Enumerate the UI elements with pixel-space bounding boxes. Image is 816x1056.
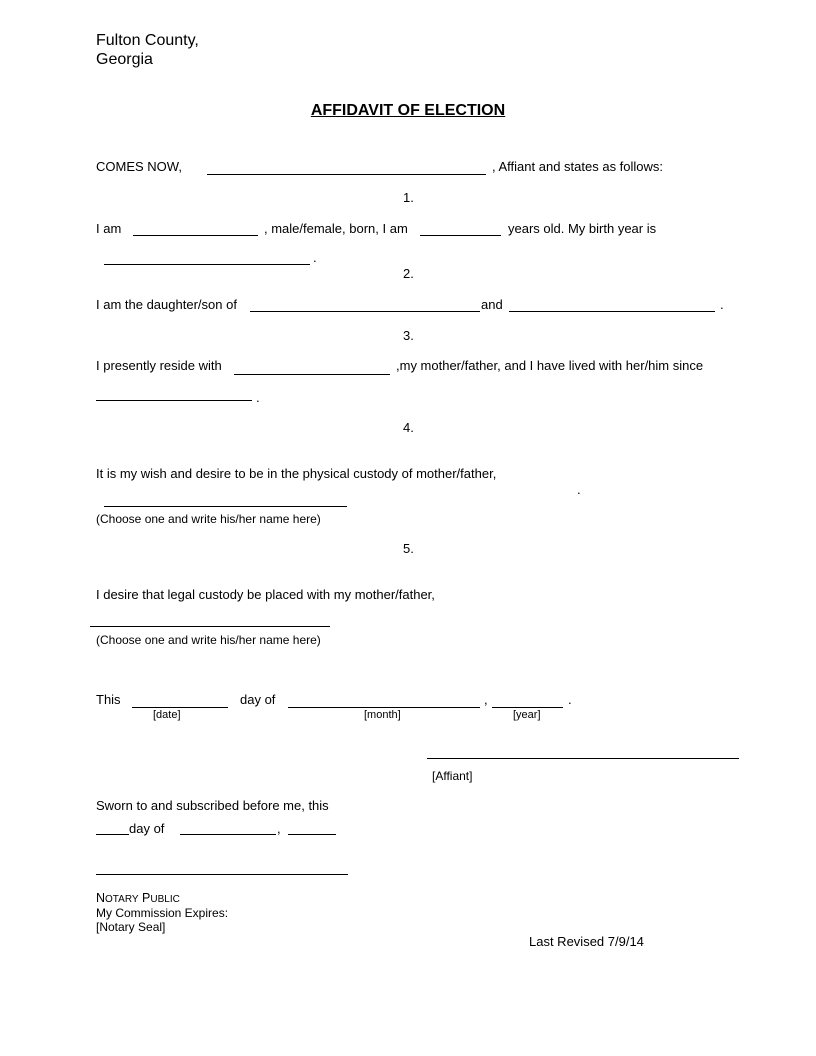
legal-custody-blank[interactable] [90,626,330,627]
affiant-label: [Affiant] [432,769,473,783]
date-comma: , [484,692,488,707]
legal-custody-instruction: (Choose one and write his/her name here) [96,633,321,647]
year-label: [year] [513,709,541,721]
document-title: AFFIDAVIT OF ELECTION [310,102,506,119]
notary-public-otary: OTARY [105,894,139,905]
notary-public-label [96,891,180,907]
date-period: . [568,692,572,707]
lived-since-period: . [256,390,260,405]
month-blank[interactable] [288,707,480,708]
lived-since-text: ,my mother/father, and I have lived with her/him since [396,358,704,373]
parent-1-blank[interactable] [250,311,480,312]
sworn-day-of-text: day of [129,821,165,836]
daughter-son-text: I am the daughter/son of [96,297,237,312]
affiant-states-text: , Affiant and states as follows: [492,159,664,174]
section-5-number: 5. [403,541,414,556]
state-name: Georgia [96,51,153,68]
day-of-text: day of [240,692,276,707]
commission-expires-label: My Commission Expires: [96,906,229,920]
lived-since-blank[interactable] [96,400,252,401]
physical-custody-text: It is my wish and desire to be in the physical custody of mother/father, [96,466,497,481]
comes-now-text: COMES NOW, [96,159,182,174]
notary-public-ublic: UBLIC [150,894,180,905]
sworn-day-blank[interactable] [96,834,129,835]
sworn-text: Sworn to and subscribed before me, this [96,798,329,813]
gender-born-text: , male/female, born, I am [264,221,408,236]
notary-signature-line[interactable] [96,874,348,875]
notary-seal-label: [Notary Seal] [96,920,166,934]
years-old-text: years old. My birth year is [508,221,657,236]
physical-custody-period: . [577,482,581,497]
county-name: Fulton County, [96,32,199,49]
sworn-month-blank[interactable] [180,834,276,835]
parents-period: . [720,297,724,312]
birth-year-period: . [313,250,317,265]
section-2-number: 2. [403,266,414,281]
date-label: [date] [153,709,181,721]
sworn-year-blank[interactable] [288,834,336,835]
affiant-name-blank[interactable] [207,174,486,175]
i-am-text: I am [96,221,122,236]
section-1-number: 1. [403,190,414,205]
section-3-number: 3. [403,328,414,343]
last-revised-text: Last Revised 7/9/14 [529,934,644,949]
affiant-signature-line[interactable] [427,758,739,759]
notary-public-p: P [142,891,151,905]
and-text: and [481,297,503,312]
notary-public-n: N [96,891,106,905]
birth-year-blank[interactable] [104,264,310,265]
reside-with-blank[interactable] [234,374,390,375]
parent-2-blank[interactable] [509,311,715,312]
name-blank[interactable] [133,235,258,236]
legal-custody-text: I desire that legal custody be placed with my mother/father, [96,587,435,602]
sworn-comma: , [277,821,281,836]
section-4-number: 4. [403,420,414,435]
age-blank[interactable] [420,235,501,236]
this-text: This [96,692,121,707]
physical-custody-instruction: (Choose one and write his/her name here) [96,512,321,526]
date-blank[interactable] [132,707,228,708]
reside-with-text: I presently reside with [96,358,222,373]
month-label: [month] [364,709,401,721]
year-blank[interactable] [492,707,563,708]
physical-custody-blank[interactable] [104,506,347,507]
